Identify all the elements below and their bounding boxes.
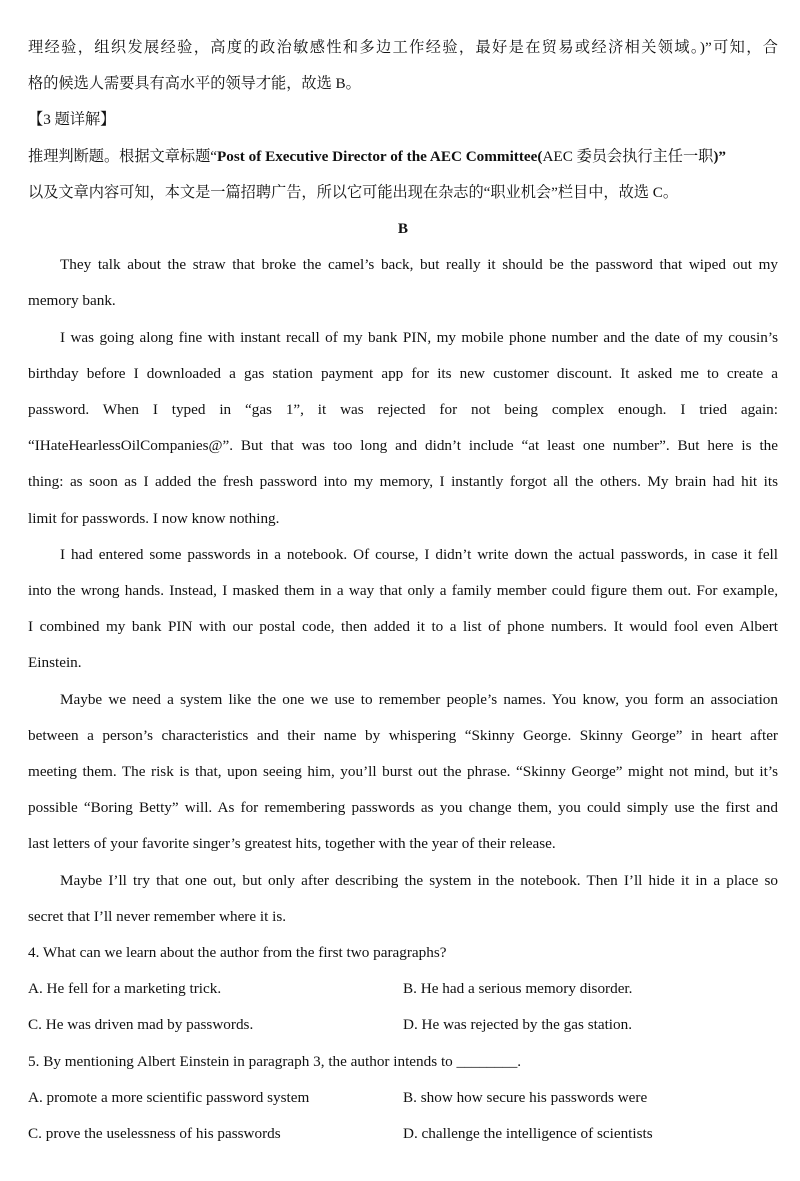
document-page xyxy=(28,30,778,1152)
passage-line: password. When I typed in “gas 1”, it was rejected for not being complex enough. I tried again: xyxy=(28,401,778,419)
passage-line: I was going along fine with instant recall of my bank PIN, my mobile phone number and the date of my cousin’s xyxy=(60,328,778,346)
q5-option-b: B. show how secure his passwords were xyxy=(403,1088,648,1106)
prev-explanation-line: 理经验，组织发展经验，高度的政治敏感性和多边工作经验，最好是在贸易或经济相关领域。)”可知，合 xyxy=(28,39,778,56)
passage-line: memory bank. xyxy=(28,292,116,310)
question-4-options-row xyxy=(28,1007,778,1043)
passage-line: into the wrong hands. Instead, I masked them in a way that only a family member could figure them out. For example, xyxy=(28,582,778,600)
q3-text: 推理判断题。根据文章标题“ xyxy=(28,147,217,165)
passage-line: between a person’s characteristics and their name by whispering “Skinny George. Skinny George” in heart after xyxy=(28,726,778,744)
question-5-options-row xyxy=(28,1080,778,1116)
q5-option-c: C. prove the uselessness of his passwords xyxy=(28,1125,281,1143)
section-heading: B xyxy=(397,220,409,238)
q3-explanation-header: 【3 题详解】 xyxy=(28,111,116,129)
q3-title-bold: Post of Executive Director of the AEC Committee( xyxy=(217,147,543,165)
question-4-stem: 4. What can we learn about the author from the first two paragraphs? xyxy=(28,944,447,962)
passage-line: last letters of your favorite singer’s greatest hits, together with the year of their release. xyxy=(28,835,556,853)
q5-option-d: D. challenge the intelligence of scientists xyxy=(403,1125,653,1143)
q5-option-a: A. promote a more scientific password system xyxy=(28,1088,310,1106)
q3-explanation-line xyxy=(28,139,778,175)
q3-explanation-line: 以及文章内容可知，本文是一篇招聘广告，所以它可能出现在杂志的“职业机会”栏目中，故选 C。 xyxy=(28,183,679,201)
passage-line: possible “Boring Betty” will. As for remembering passwords as you change them, you could simply use the first and xyxy=(28,799,778,817)
passage-line: secret that I’ll never remember where it is. xyxy=(28,907,287,925)
passage-line: Maybe we need a system like the one we use to remember people’s names. You know, you form an association xyxy=(60,690,778,708)
passage-line: Einstein. xyxy=(28,654,82,672)
q4-option-c: C. He was driven mad by passwords. xyxy=(28,1016,254,1034)
passage-line: “IHateHearlessOilCompanies@”. But that was too long and didn’t include “at least one number”. But here is the xyxy=(28,437,778,455)
passage-line: limit for passwords. I now know nothing. xyxy=(28,509,280,527)
passage-line: birthday before I downloaded a gas station payment app for its new customer discount. It asked me to create a xyxy=(28,364,778,382)
q4-option-d: D. He was rejected by the gas station. xyxy=(403,1016,633,1034)
question-5-stem: 5. By mentioning Albert Einstein in paragraph 3, the author intends to ________. xyxy=(28,1052,522,1070)
prev-explanation-line: 格的候选人需要具有高水平的领导才能，故选 B。 xyxy=(28,75,361,93)
question-4-options-row xyxy=(28,971,778,1007)
q3-title-close: )” xyxy=(713,147,726,165)
passage-line: thing: as soon as I added the fresh password into my memory, I instantly forgot all the others. My brain had hit its xyxy=(28,473,778,491)
question-5-options-row xyxy=(28,1116,778,1152)
passage-line: I combined my bank PIN with our postal code, then added it to a list of phone numbers. It would fool even Albert xyxy=(28,618,778,636)
q4-option-a: A. He fell for a marketing trick. xyxy=(28,980,222,998)
passage-line: I had entered some passwords in a notebook. Of course, I didn’t write down the actual passwords, in case it fell xyxy=(60,545,778,563)
q4-option-b: B. He had a serious memory disorder. xyxy=(403,980,633,998)
q3-title-cn: AEC 委员会执行主任一职 xyxy=(542,147,714,165)
passage-line: meeting them. The risk is that, upon seeing him, you’ll burst out the phrase. “Skinny George” might not mind, but it’s xyxy=(28,763,778,781)
passage-line: Maybe I’ll try that one out, but only after describing the system in the notebook. Then I’ll hide it in a place so xyxy=(60,871,778,889)
passage-line: They talk about the straw that broke the camel’s back, but really it should be the password that wiped out my xyxy=(60,256,778,274)
